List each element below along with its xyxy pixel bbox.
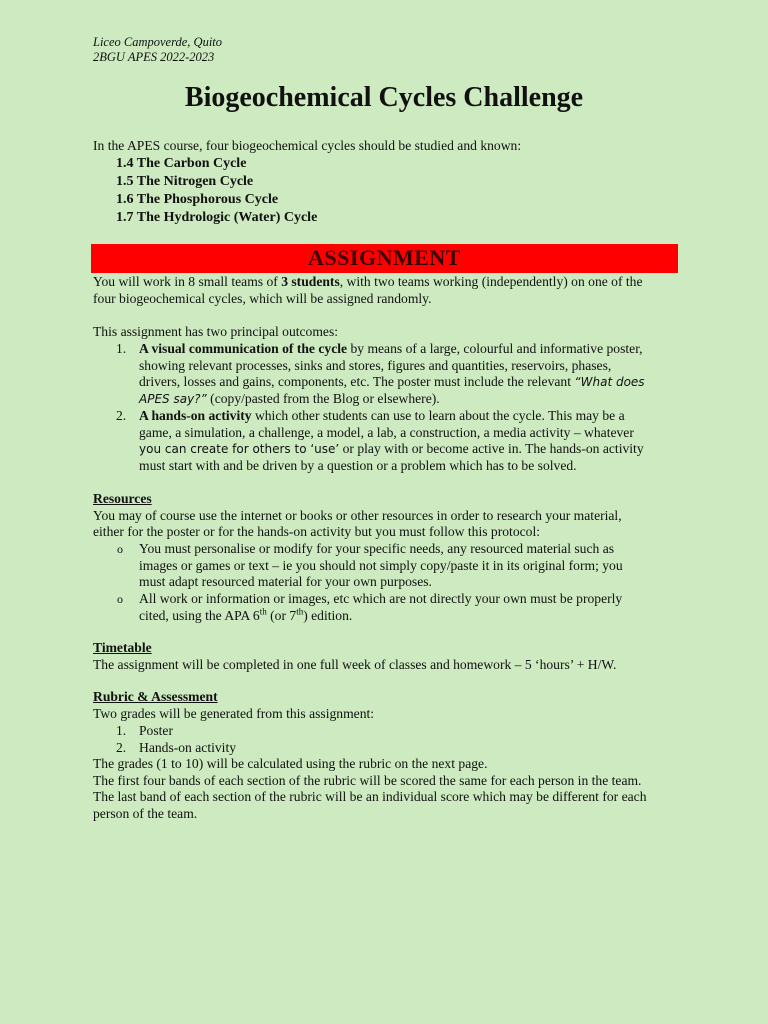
- cycle-item: 1.4 The Carbon Cycle: [116, 156, 247, 171]
- teams-paragraph: [93, 274, 683, 307]
- rubric-heading: Rubric & Assessment: [93, 689, 218, 704]
- cycle-item: 1.6 The Phosphorous Cycle: [116, 192, 279, 207]
- rubric-item-number: 1.: [116, 723, 127, 738]
- outcome-visual: A visual communication of the cycle by means of a large, colourful and informative poster, showing relevant processes, sinks and stores, figures and quantities, reservoirs, phases, drivers, losses and gains, components, etc. The poster must include the relevant “What does APES say?” (copy/pasted from the Blog or elsewhere).: [139, 341, 645, 407]
- resources-heading: Resources: [93, 491, 152, 506]
- quote-text: APES say?”: [139, 392, 207, 407]
- cycle-item: 1.5 The Nitrogen Cycle: [116, 174, 254, 189]
- cycle-list: [116, 155, 317, 227]
- protocol-item: You must personalise or modify for your specific needs, any resourced material such as images or games or text – ie you should not simply copy/paste it in its original form; you must adapt resourced material for your own purposes.: [139, 541, 623, 590]
- teams-text-line2: four biogeochemical cycles, which will be assigned randomly.: [93, 290, 432, 306]
- course-name: 2BGU APES 2022-2023: [93, 50, 215, 64]
- assignment-banner-text: ASSIGNMENT: [308, 245, 461, 270]
- outcome-hands-on: A hands-on activity which other students can use to learn about the cycle. This may be a game, a simulation, a challenge, a model, a lab, a construction, a media activity – whatever you can create for others to ‘use’ or play with or become active in. The hands-on activity must start with and be driven by a question or a problem which has to be solved.: [139, 408, 644, 474]
- timetable-section: Timetable The assignment will be completed in one full week of classes and homework – 5 ‘hours’ + H/W.: [93, 640, 617, 672]
- page-title: Biogeochemical Cycles Challenge: [184, 82, 584, 113]
- outcomes-intro: This assignment has two principal outcomes:: [93, 324, 339, 339]
- outcome-title: A hands-on activity: [139, 408, 252, 423]
- intro-text: In the APES course, four biogeochemical cycles should be studied and known:: [93, 138, 522, 153]
- school-name: Liceo Campoverde, Quito: [93, 35, 223, 49]
- protocol-item: All work or information or images, etc which are not directly your own must be properly cited, using the APA 6th (or 7th) edition.: [139, 591, 623, 623]
- teams-size: 3 students: [281, 274, 340, 289]
- bullet-icon: o: [117, 542, 123, 556]
- rubric-section: Rubric & Assessment Two grades will be generated from this assignment:: [93, 689, 375, 721]
- teams-text-cont: , with two teams working (independently) on one of the: [339, 274, 643, 289]
- rubric-notes: The grades (1 to 10) will be calculated using the rubric on the next page. The first four bands of each section of the rubric will be scored the same for each person in the team. The last band of each section of the rubric will be an individual score which may be different for each person of the team.: [93, 756, 647, 822]
- outcome-title: A visual communication of the cycle: [139, 341, 348, 356]
- rubric-item: Poster: [139, 723, 173, 738]
- rubric-item: Hands-on activity: [139, 740, 237, 755]
- timetable-heading: Timetable: [93, 640, 152, 655]
- bullet-icon: o: [117, 592, 123, 606]
- quote-text: “What does: [574, 375, 645, 390]
- rubric-item-number: 2.: [116, 740, 127, 755]
- outcome-number: 2.: [116, 408, 127, 423]
- outcome-number: 1.: [116, 341, 127, 356]
- cycle-item: 1.7 The Hydrologic (Water) Cycle: [116, 210, 318, 225]
- resources-section: Resources You may of course use the internet or books or other resources in order to research your material, either for the poster or for the hands-on activity but you must follow this protocol:: [93, 491, 622, 540]
- teams-text: You will work in 8 small teams of: [93, 274, 282, 289]
- assignment-banner: [91, 244, 678, 273]
- document-header: [93, 35, 222, 65]
